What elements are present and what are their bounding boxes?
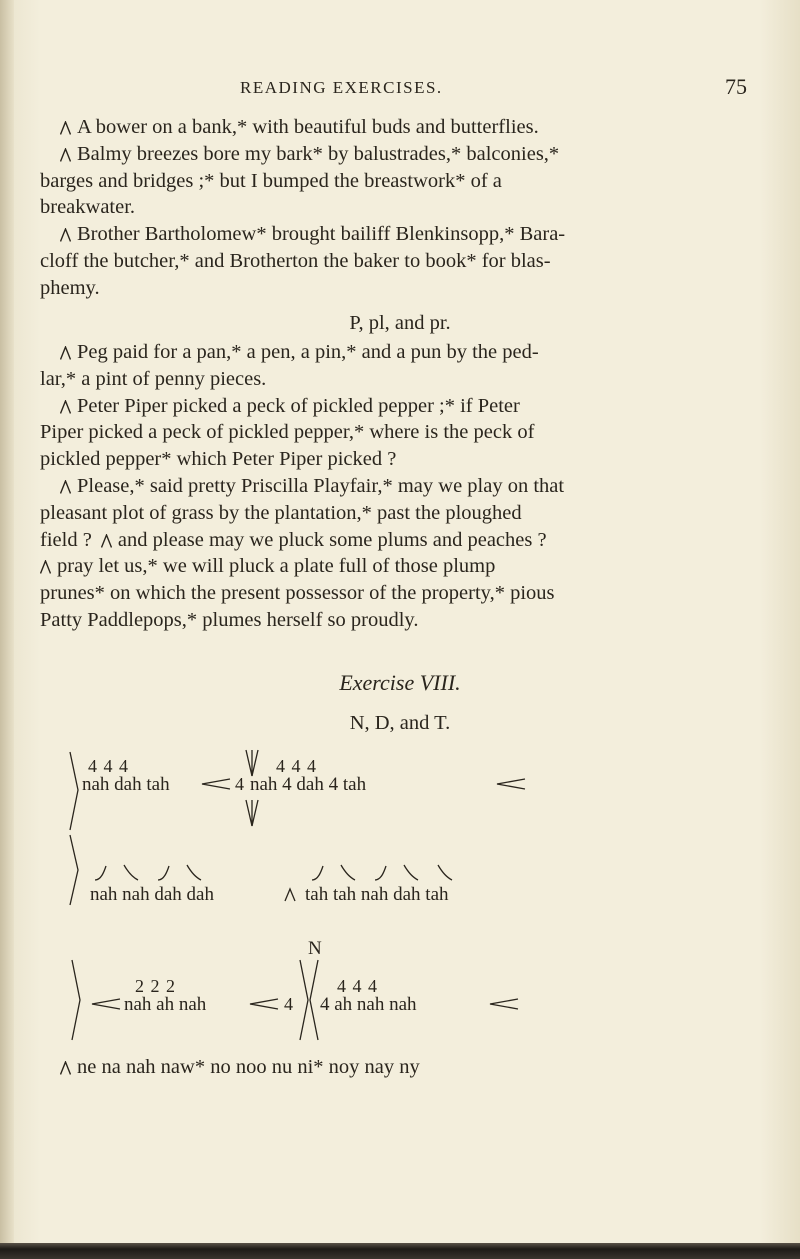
row3-numbers-right: 4 4 4 bbox=[337, 976, 378, 996]
section-heading-p: P, pl, and pr. bbox=[349, 312, 451, 334]
final-line: ne na nah naw* no noo nu ni* noy nay ny bbox=[77, 1056, 420, 1078]
text-line: pray let us,* we will pluck a plate full of those plump bbox=[57, 555, 496, 578]
text-line: and please may we pluck some plums and peaches ? bbox=[117, 528, 547, 551]
text-line: breakwater. bbox=[40, 196, 136, 219]
row1-numbers-left: 4 4 4 bbox=[88, 756, 129, 776]
exercise-subtitle: N, D, and T. bbox=[349, 712, 451, 734]
row1-mid-four: 4 bbox=[235, 774, 244, 794]
paragraph bbox=[40, 1054, 755, 1081]
row3-words-left: nah ah nah bbox=[124, 994, 207, 1015]
text-line: Balmy breezes bore my bark* by balustrades,* balconies,* bbox=[77, 142, 560, 165]
text-line: A bower on a bank,* with beautiful buds and butterflies. bbox=[77, 116, 539, 138]
running-head: READING EXERCISES. bbox=[240, 78, 443, 97]
text-line: Brother Bartholomew* brought bailiff Blenkinsopp,* Bara- bbox=[77, 223, 566, 246]
row3-words-right: 4 ah nah nah bbox=[320, 994, 417, 1015]
exercise-title: Exercise VIII. bbox=[339, 670, 461, 695]
text-line: Piper picked a peck of pickled pepper,* where is the peck of bbox=[40, 421, 535, 444]
row3-numbers-left: 2 2 2 bbox=[135, 976, 176, 996]
text-line: barges and bridges ;* but I bumped the breastwork* of a bbox=[40, 169, 502, 192]
text-line: Peg paid for a pan,* a pen, a pin,* and a pun by the ped- bbox=[77, 341, 539, 363]
final-line-block bbox=[40, 1054, 755, 1081]
caret-mark-icon bbox=[60, 1061, 71, 1075]
text-line: phemy. bbox=[40, 276, 100, 299]
text-line: prunes* on which the present possessor of the property,* pious bbox=[40, 582, 555, 605]
text-line: Patty Paddlepops,* plumes herself so proudly. bbox=[40, 608, 419, 631]
text-line: field ? bbox=[40, 528, 92, 551]
row2-words-right: tah tah nah dah tah bbox=[305, 884, 449, 905]
row3-mid-four: 4 bbox=[284, 994, 293, 1014]
row1-words-right: nah 4 dah 4 tah bbox=[250, 774, 367, 795]
text-line: pickled pepper* which Peter Piper picked ? bbox=[40, 448, 397, 471]
text-line: pleasant plot of grass by the plantation,* past the ploughed bbox=[40, 501, 522, 524]
row3-n-label: N bbox=[308, 938, 322, 959]
text-line: Please,* said pretty Priscilla Playfair,* may we play on that bbox=[77, 474, 565, 497]
row1-words-left: nah dah tah bbox=[82, 774, 170, 795]
page-number: 75 bbox=[725, 74, 747, 99]
row1-numbers-right: 4 4 4 bbox=[276, 756, 317, 776]
text-line: cloff the butcher,* and Brotherton the baker to book* for blas- bbox=[40, 249, 551, 272]
row2-words-left: nah nah dah dah bbox=[90, 884, 214, 905]
text-line: lar,* a pint of penny pieces. bbox=[40, 367, 267, 390]
text-line: Peter Piper picked a peck of pickled pepper ;* if Peter bbox=[77, 394, 520, 417]
